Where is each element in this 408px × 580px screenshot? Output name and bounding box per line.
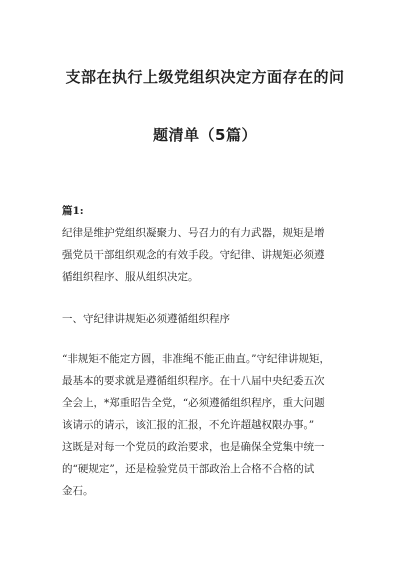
body-line: “非规矩不能定方圆，非准绳不能正曲直。”守纪律讲规矩， bbox=[62, 353, 330, 365]
body-paragraph bbox=[62, 348, 362, 502]
document-title-line-1: 支部在执行上级党组织决定方面存在的问 bbox=[65, 68, 345, 86]
body-line: 金石。 bbox=[62, 485, 94, 497]
intro-line: 纪律是维护党组织凝聚力、号召力的有力武器，规矩是增 bbox=[62, 227, 325, 239]
body-line: 的“硬规定”，还是检验党员干部政治上合格不合格的试 bbox=[62, 463, 315, 475]
intro-paragraph bbox=[62, 200, 362, 288]
body-line: 最基本的要求就是遵循组织程序。在十八届中央纪委五次 bbox=[62, 375, 325, 387]
document-title-line-2: 题清单（5篇） bbox=[153, 126, 257, 144]
body-line: 该请示的请示，该汇报的汇报，不允许超越权限办事。” bbox=[62, 419, 315, 431]
intro-line: 强党员干部组织观念的有效手段。守纪律、讲规矩必须遵 bbox=[62, 249, 325, 261]
article-label: 篇1: bbox=[62, 205, 84, 217]
body-line: 这既是对每一个党员的政治要求，也是确保全党集中统一 bbox=[62, 441, 325, 453]
body-line: 全会上，*郑重昭告全党，“必须遵循组织程序，重大问题 bbox=[62, 397, 325, 409]
section-heading: 一、守纪律讲规矩必须遵循组织程序 bbox=[62, 313, 230, 325]
intro-line: 循组织程序、服从组织决定。 bbox=[62, 271, 199, 283]
